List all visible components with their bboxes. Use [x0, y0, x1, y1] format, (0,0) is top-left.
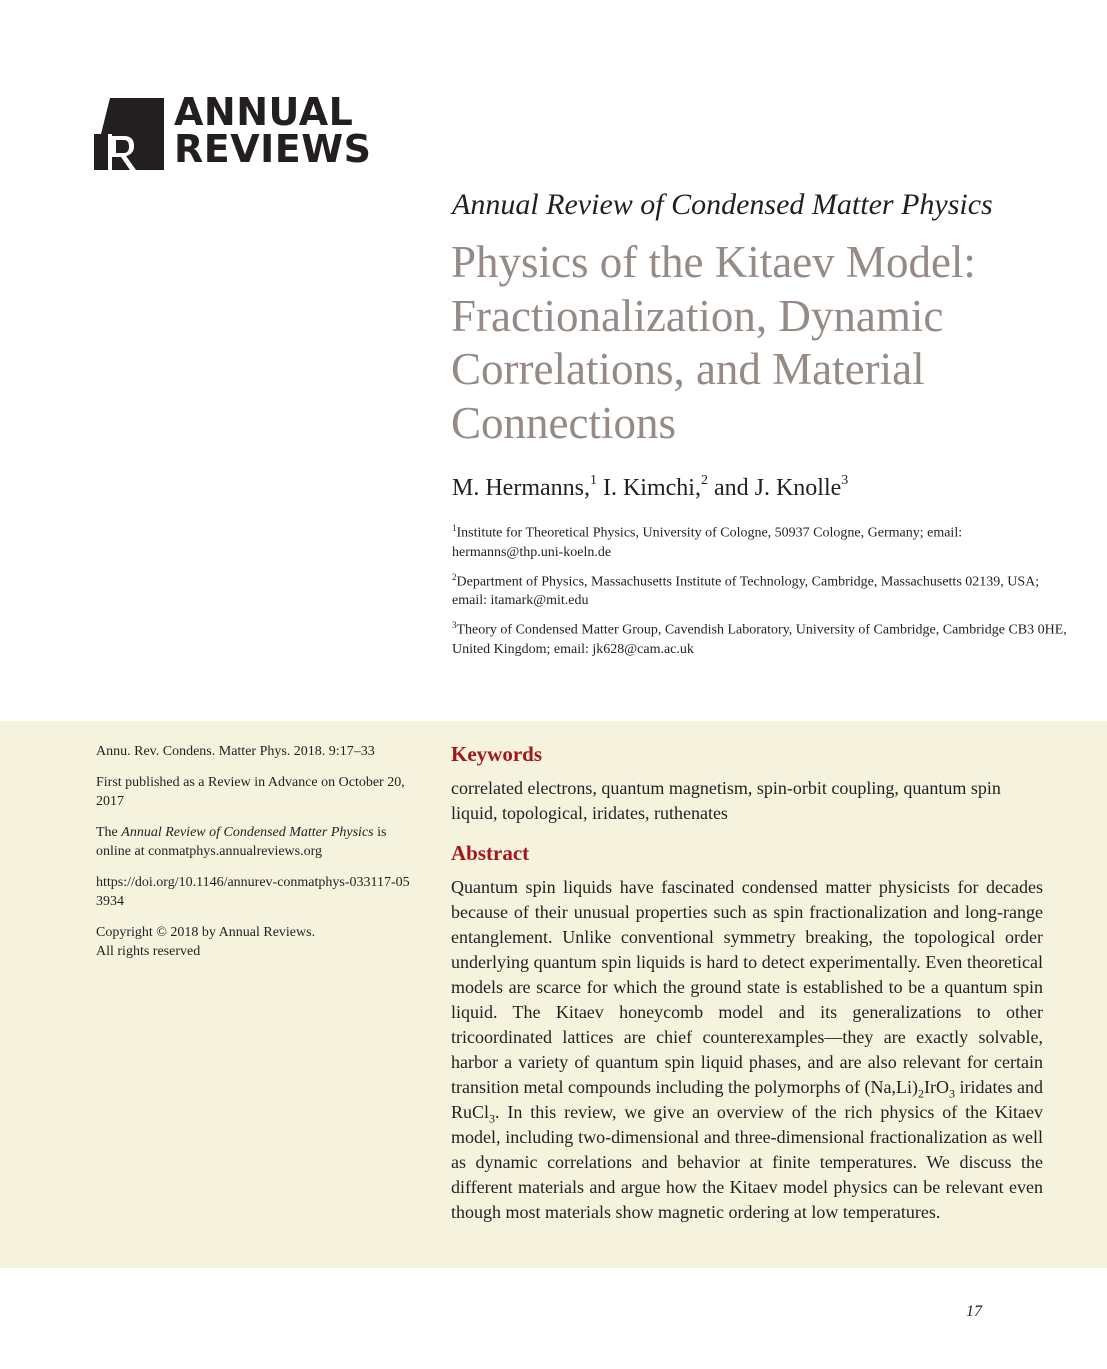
copyright: [96, 923, 416, 961]
affiliation-item: [452, 519, 1072, 562]
online-journal: Annual Review of Condensed Matter Physics: [121, 825, 374, 840]
affiliation-mark: 2: [452, 571, 457, 582]
article-title: Physics of the Kitaev Model: Fractionalization, Dynamic Correlations, and Material Connections: [451, 237, 976, 448]
annual-reviews-logo: [94, 90, 372, 171]
affiliation-mark: 3: [452, 620, 457, 631]
author-affil-mark: 1: [589, 473, 597, 488]
affiliation-item: [452, 616, 1072, 659]
ar-logo-mark: [94, 98, 164, 170]
journal-name: Annual Review of Condensed Matter Physics: [452, 188, 993, 221]
author-list: [452, 475, 848, 502]
affiliations: [452, 519, 1072, 665]
citation: Annu. Rev. Condens. Matter Phys. 2018. 9:17–33: [96, 744, 375, 759]
rights-line: All rights reserved: [96, 944, 201, 959]
publication-meta: [96, 742, 416, 973]
copyright-line: Copyright © 2018 by Annual Reviews.: [96, 925, 316, 940]
affiliation-text: Theory of Condensed Matter Group, Cavendish Laboratory, University of Cambridge, Cambridge CB3 0HE, United Kingdom; email: jk628@cam.ac.uk: [452, 622, 1067, 657]
author-name: I. Kimchi,: [596, 475, 701, 501]
logo-line2: REVIEWS: [174, 127, 372, 171]
page-number: 17: [966, 1303, 982, 1320]
abstract-part: IrO: [924, 1077, 949, 1097]
doi-link[interactable]: https://doi.org/10.1146/annurev-conmatphys-033117-053934: [96, 875, 410, 909]
keywords-text: correlated electrons, quantum magnetism, spin-orbit coupling, quantum spin liquid, topological, iridates, ruthenates: [451, 778, 1001, 823]
abstract-heading: Abstract: [451, 841, 530, 865]
author-affil-mark: 3: [841, 473, 849, 488]
author-affil-mark: 2: [700, 473, 708, 488]
logo-line1: ANNUAL: [174, 90, 354, 134]
online-note: [96, 823, 416, 861]
affiliation-text: Department of Physics, Massachusetts Institute of Technology, Cambridge, Massachusetts 02139, USA; email: itamark@mit.edu: [452, 574, 1040, 609]
author-name: and J. Knolle: [707, 475, 842, 501]
subscript: 3: [949, 1086, 955, 1101]
author-name: M. Hermanns,: [452, 475, 590, 501]
online-prefix: The: [96, 825, 122, 840]
published-date: First published as a Review in Advance on October 20, 2017: [96, 775, 405, 809]
subscript: 2: [918, 1086, 924, 1101]
keywords-heading: Keywords: [451, 742, 542, 766]
subscript: 3: [489, 1111, 496, 1126]
abstract-part: Quantum spin liquids have fascinated condensed matter physicists for decades because of their unusual properties such as spin fractionalization and long-range entanglement. Unlike conventional symmetry breaking, the topological order underlying quantum spin liquids is hard to detect experimentally. Even theoretical models are scarce for which the ground state is established to be a quantum spin liquid. The Kitaev honeycomb model and its generalizations to other tricoordinated lattices are chief counterexamples—they are exactly solvable, harbor a variety of quantum spin liquid phases, and are also relevant for certain transition metal compounds including the polymorphs of (Na,Li): [451, 877, 1043, 1097]
abstract-part: . In this review, we give an overview of the rich physics of the Kitaev model, including two-dimensional and three-dimensional fractionalization as well as dynamic correlations and behavior at finite temperatures. We discuss the different materials and argue how the Kitaev model physics can be relevant even though most materials show magnetic ordering at low temperatures.: [451, 1102, 1043, 1222]
online-suffix: is online at conmatphys.annualreviews.org: [96, 825, 387, 859]
affiliation-item: [452, 568, 1072, 611]
abstract-part: iridates and RuCl: [451, 1077, 1043, 1122]
logo-wordmark: [174, 90, 372, 171]
affiliation-text: Institute for Theoretical Physics, University of Cologne, 50937 Cologne, Germany; email: hermanns@thp.uni-koeln.de: [452, 525, 963, 560]
abstract-text: [451, 875, 1043, 1225]
affiliation-mark: 1: [452, 523, 457, 533]
